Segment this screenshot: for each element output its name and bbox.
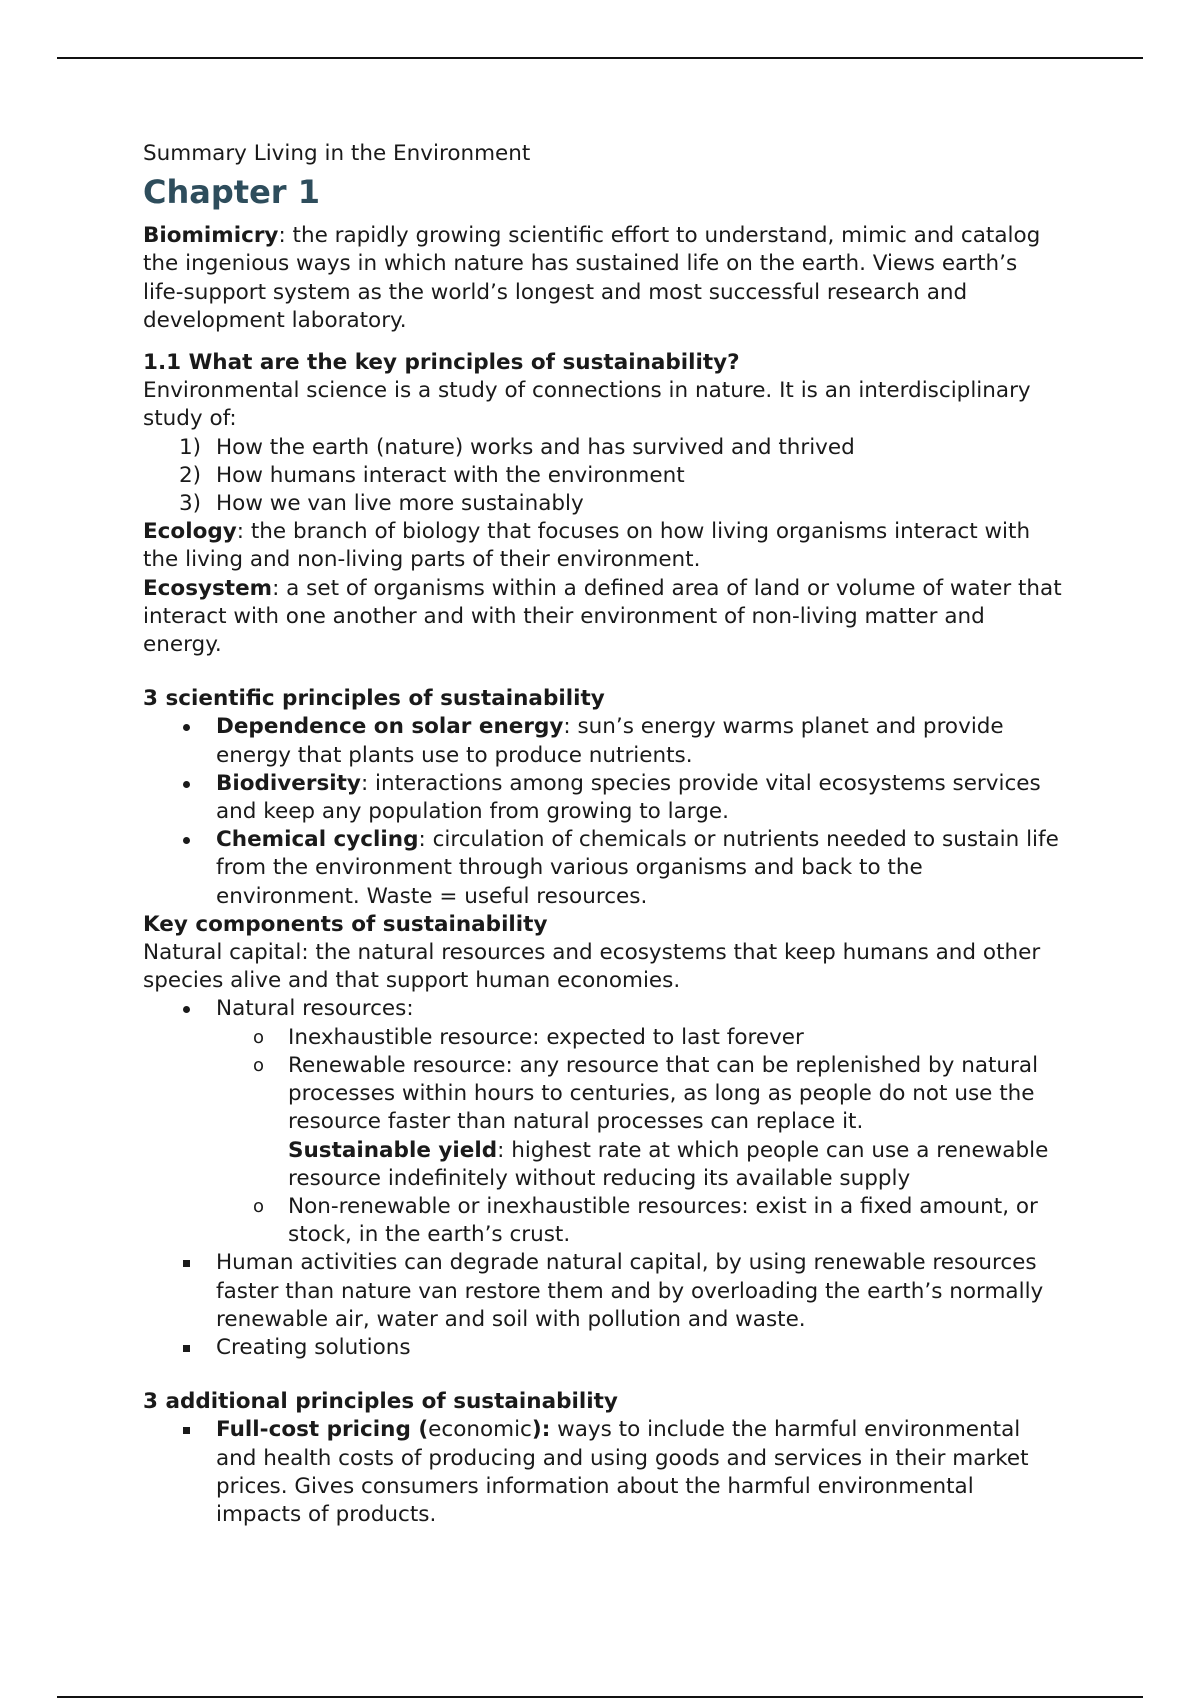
principle-term: Chemical cycling bbox=[216, 827, 419, 853]
list-item bbox=[143, 1416, 1063, 1529]
list-item bbox=[143, 462, 1063, 490]
list-item bbox=[143, 826, 1063, 911]
chapter-heading: Chapter 1 bbox=[143, 173, 320, 212]
list-item bbox=[143, 1249, 1063, 1334]
list-item-text: How the earth (nature) works and has survived and thrived bbox=[216, 434, 855, 460]
study-list bbox=[143, 434, 1063, 519]
full-cost-term: Full-cost pricing ( bbox=[216, 1417, 429, 1443]
top-rule bbox=[57, 57, 1143, 59]
biomimicry-paragraph bbox=[143, 222, 1063, 335]
principle-text: : circulation of chemicals or nutrients needed to sustain life from the environment through various organisms and back to the environment. Waste = useful resources. bbox=[216, 827, 1059, 909]
biomimicry-term: Biomimicry bbox=[143, 223, 279, 249]
renewable-text: Renewable resource: any resource that can be replenished by natural processes within hours to centuries, as long as people do not use the resource faster than natural processes can replace it. bbox=[288, 1052, 1039, 1135]
document-title: Summary Living in the Environment bbox=[143, 141, 531, 166]
natural-capital-paragraph: Natural capital: the natural resources and ecosystems that keep humans and other species alive and that support human economies. bbox=[143, 940, 1041, 994]
nonrenewable-text: Non-renewable or inexhaustible resources: exist in a fixed amount, or stock, in the earth’s crust. bbox=[288, 1193, 1038, 1248]
natural-resources-label: Natural resources: bbox=[216, 996, 414, 1022]
full-cost-tag: economic bbox=[428, 1417, 532, 1443]
solutions-text: Creating solutions bbox=[216, 1334, 411, 1360]
ecosystem-paragraph bbox=[143, 575, 1063, 660]
circle-bullet-icon: o bbox=[253, 1054, 265, 1076]
sub-list-item bbox=[143, 1052, 1063, 1193]
list-item bbox=[143, 713, 1063, 769]
components-list bbox=[143, 995, 1063, 1362]
ecosystem-definition: : a set of organisms within a defined area of land or volume of water that interact with one another and with their environment of non-living matter and energy. bbox=[143, 575, 1062, 658]
circle-bullet-icon: o bbox=[253, 1195, 265, 1217]
principle-term: Dependence on solar energy bbox=[216, 714, 564, 740]
bullet-icon bbox=[183, 781, 190, 788]
additional-principles-list bbox=[143, 1416, 1063, 1529]
list-item bbox=[143, 770, 1063, 826]
bullet-icon bbox=[183, 724, 190, 731]
square-bullet-icon bbox=[183, 1345, 190, 1352]
scientific-principles-list bbox=[143, 713, 1063, 910]
square-bullet-icon bbox=[183, 1260, 190, 1267]
document-page bbox=[143, 140, 1063, 1529]
principle-text: : interactions among species provide vital ecosystems services and keep any population from growing to large. bbox=[216, 770, 1041, 825]
list-number: 2) bbox=[179, 462, 202, 488]
ecology-definition: : the branch of biology that focuses on how living organisms interact with the living and non-living parts of their environment. bbox=[143, 519, 1031, 573]
full-cost-text: ways to include the harmful environmental and health costs of producing and using goods and services in their market prices. Gives consumers information about the harmful environmental impacts of products. bbox=[216, 1417, 1029, 1527]
key-components-heading: Key components of sustainability bbox=[143, 911, 548, 937]
biomimicry-definition: : the rapidly growing scientific effort to understand, mimic and catalog the ingenious ways in which nature has sustained life on the earth. Views earth’s life-support system as the world’s longest and most successful research and development laboratory. bbox=[143, 223, 1041, 333]
degrade-text: Human activities can degrade natural capital, by using renewable resources faster than nature van restore them and by overloading the earth’s normally renewable air, water and soil with pollution and waste. bbox=[216, 1250, 1044, 1332]
principle-term: Biodiversity bbox=[216, 770, 361, 796]
circle-bullet-icon: o bbox=[253, 1026, 265, 1048]
sustainable-yield-definition: : highest rate at which people can use a renewable resource indefinitely without reducing its available supply bbox=[288, 1137, 1049, 1191]
scientific-principles-heading: 3 scientific principles of sustainability bbox=[143, 686, 605, 712]
list-item-text: How we van live more sustainably bbox=[216, 491, 584, 517]
square-bullet-icon bbox=[183, 1427, 190, 1434]
sub-list-item bbox=[143, 1193, 1063, 1249]
section-1-1-heading: 1.1 What are the key principles of sustainability? bbox=[143, 350, 740, 376]
ecology-paragraph bbox=[143, 518, 1063, 574]
ecosystem-term: Ecosystem bbox=[143, 575, 273, 601]
inexhaustible-text: Inexhaustible resource: expected to last forever bbox=[288, 1024, 804, 1050]
bullet-icon bbox=[183, 1006, 190, 1013]
list-item bbox=[143, 434, 1063, 462]
list-item-text: How humans interact with the environment bbox=[216, 462, 685, 488]
ecology-term: Ecology bbox=[143, 519, 237, 545]
full-cost-term-close: ): bbox=[531, 1417, 551, 1443]
list-number: 3) bbox=[179, 491, 202, 517]
sub-list-item bbox=[143, 1024, 1063, 1052]
section-1-1-intro: Environmental science is a study of connections in nature. It is an interdisciplinary study of: bbox=[143, 378, 1031, 432]
list-item bbox=[143, 1334, 1063, 1362]
bullet-icon bbox=[183, 837, 190, 844]
principle-text: : sun’s energy warms planet and provide energy that plants use to produce nutrients. bbox=[216, 714, 1004, 768]
sustainable-yield-term: Sustainable yield bbox=[288, 1137, 498, 1163]
list-item bbox=[143, 995, 1063, 1023]
bottom-rule bbox=[57, 1696, 1143, 1698]
additional-principles-heading: 3 additional principles of sustainability bbox=[143, 1389, 618, 1415]
list-item bbox=[143, 490, 1063, 518]
list-number: 1) bbox=[179, 434, 202, 460]
